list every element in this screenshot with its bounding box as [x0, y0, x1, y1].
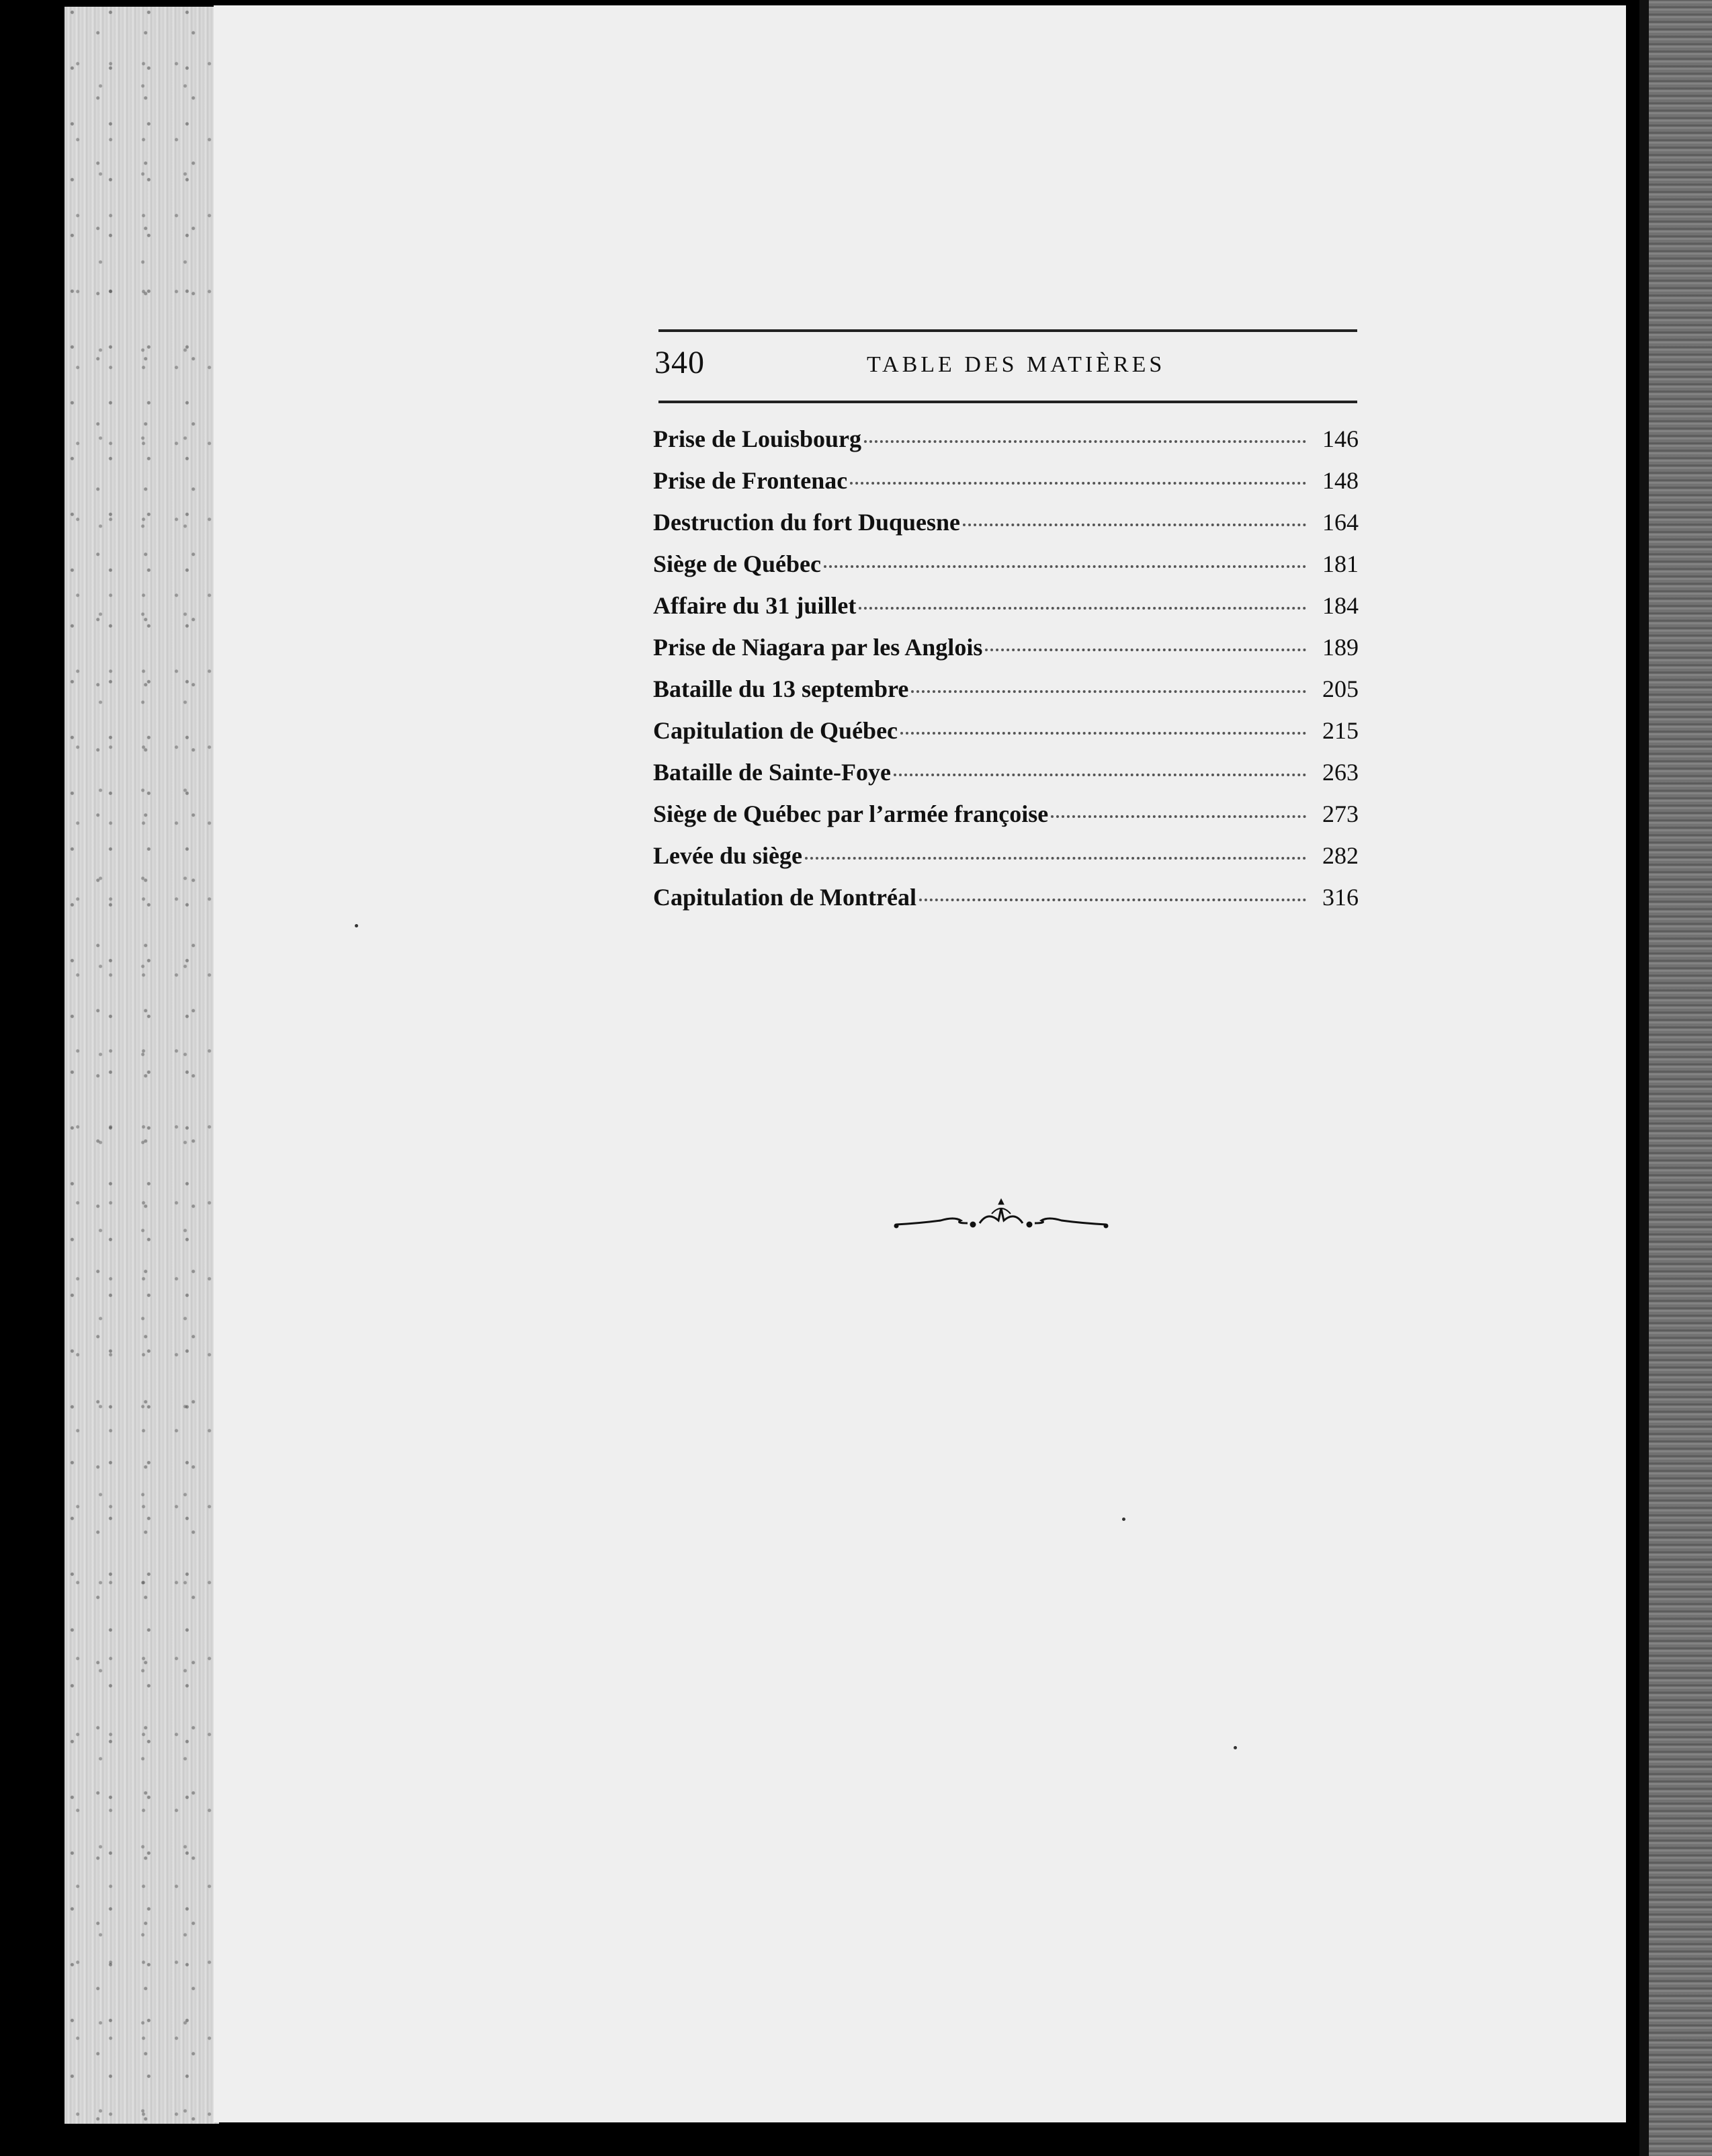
paper-speck: [1234, 1746, 1237, 1749]
toc-entry-title: Prise de Niagara par les Anglois: [653, 634, 983, 661]
toc-dot-leader: [805, 857, 1306, 860]
running-head: TABLE DES MATIÈRES: [867, 352, 1166, 377]
toc-entry-title: Capitulation de Québec: [653, 717, 898, 744]
page-number: 340: [654, 345, 705, 380]
toc-entry: [653, 675, 1359, 716]
fleuron-ornament-icon: [894, 1196, 1109, 1237]
toc-entry: [653, 425, 1359, 466]
toc-entry-title: Affaire du 31 juillet: [653, 592, 857, 619]
toc-entry-page: 189: [1322, 634, 1359, 661]
toc-entry: [653, 591, 1359, 633]
toc-dot-leader: [864, 440, 1306, 443]
toc-dot-leader: [894, 774, 1306, 776]
toc-dot-leader: [859, 607, 1306, 610]
toc-entry-title: Capitulation de Montréal: [653, 884, 916, 911]
header-bottom-rule: [658, 401, 1357, 403]
toc-entry: [653, 883, 1359, 925]
toc-entry: [653, 550, 1359, 591]
toc-entry-page: 184: [1322, 592, 1359, 619]
toc-entry-title: Prise de Frontenac: [653, 467, 848, 494]
toc-entry-page: 316: [1322, 884, 1359, 911]
page-edge-stack: [65, 7, 219, 2124]
toc-dot-leader: [1051, 815, 1306, 818]
toc-entry: [653, 633, 1359, 675]
toc-dot-leader: [985, 649, 1306, 651]
paper-speck: [355, 924, 358, 927]
toc-entry-page: 215: [1322, 717, 1359, 744]
toc-entry-title: Siège de Québec par l’armée françoise: [653, 800, 1049, 827]
toc-entry-title: Levée du siège: [653, 842, 802, 869]
toc-dot-leader: [911, 690, 1306, 693]
toc-entry-page: 282: [1322, 842, 1359, 869]
toc-entry-title: Bataille du 13 septembre: [653, 675, 909, 702]
toc-dot-leader: [850, 482, 1306, 485]
facing-page-edge: [1639, 0, 1712, 2156]
toc-entry-title: Prise de Louisbourg: [653, 425, 862, 452]
toc-dot-leader: [824, 565, 1306, 568]
toc-entry-page: 148: [1322, 467, 1359, 494]
toc-entry-page: 263: [1322, 759, 1359, 786]
header-top-rule: [658, 329, 1357, 332]
toc-entry-page: 146: [1322, 425, 1359, 452]
toc-entry-page: 205: [1322, 675, 1359, 702]
toc-entry-page: 273: [1322, 800, 1359, 827]
toc-entry: [653, 758, 1359, 800]
toc-entry-title: Bataille de Sainte-Foye: [653, 759, 891, 786]
toc-entry-page: 181: [1322, 550, 1359, 577]
book-page: [214, 5, 1626, 2122]
toc-entry: [653, 716, 1359, 758]
toc-entry-page: 164: [1322, 509, 1359, 536]
toc-dot-leader: [919, 899, 1306, 901]
paper-speck: [1122, 1518, 1125, 1521]
toc-entry: [653, 466, 1359, 508]
toc-entry: [653, 800, 1359, 841]
toc-entry: [653, 508, 1359, 550]
toc-entry: [653, 841, 1359, 883]
toc-entry-title: Destruction du fort Duquesne: [653, 509, 961, 536]
toc-dot-leader: [900, 732, 1306, 735]
toc-dot-leader: [963, 524, 1306, 526]
toc-entry-title: Siège de Québec: [653, 550, 821, 577]
table-of-contents: [653, 425, 1359, 925]
